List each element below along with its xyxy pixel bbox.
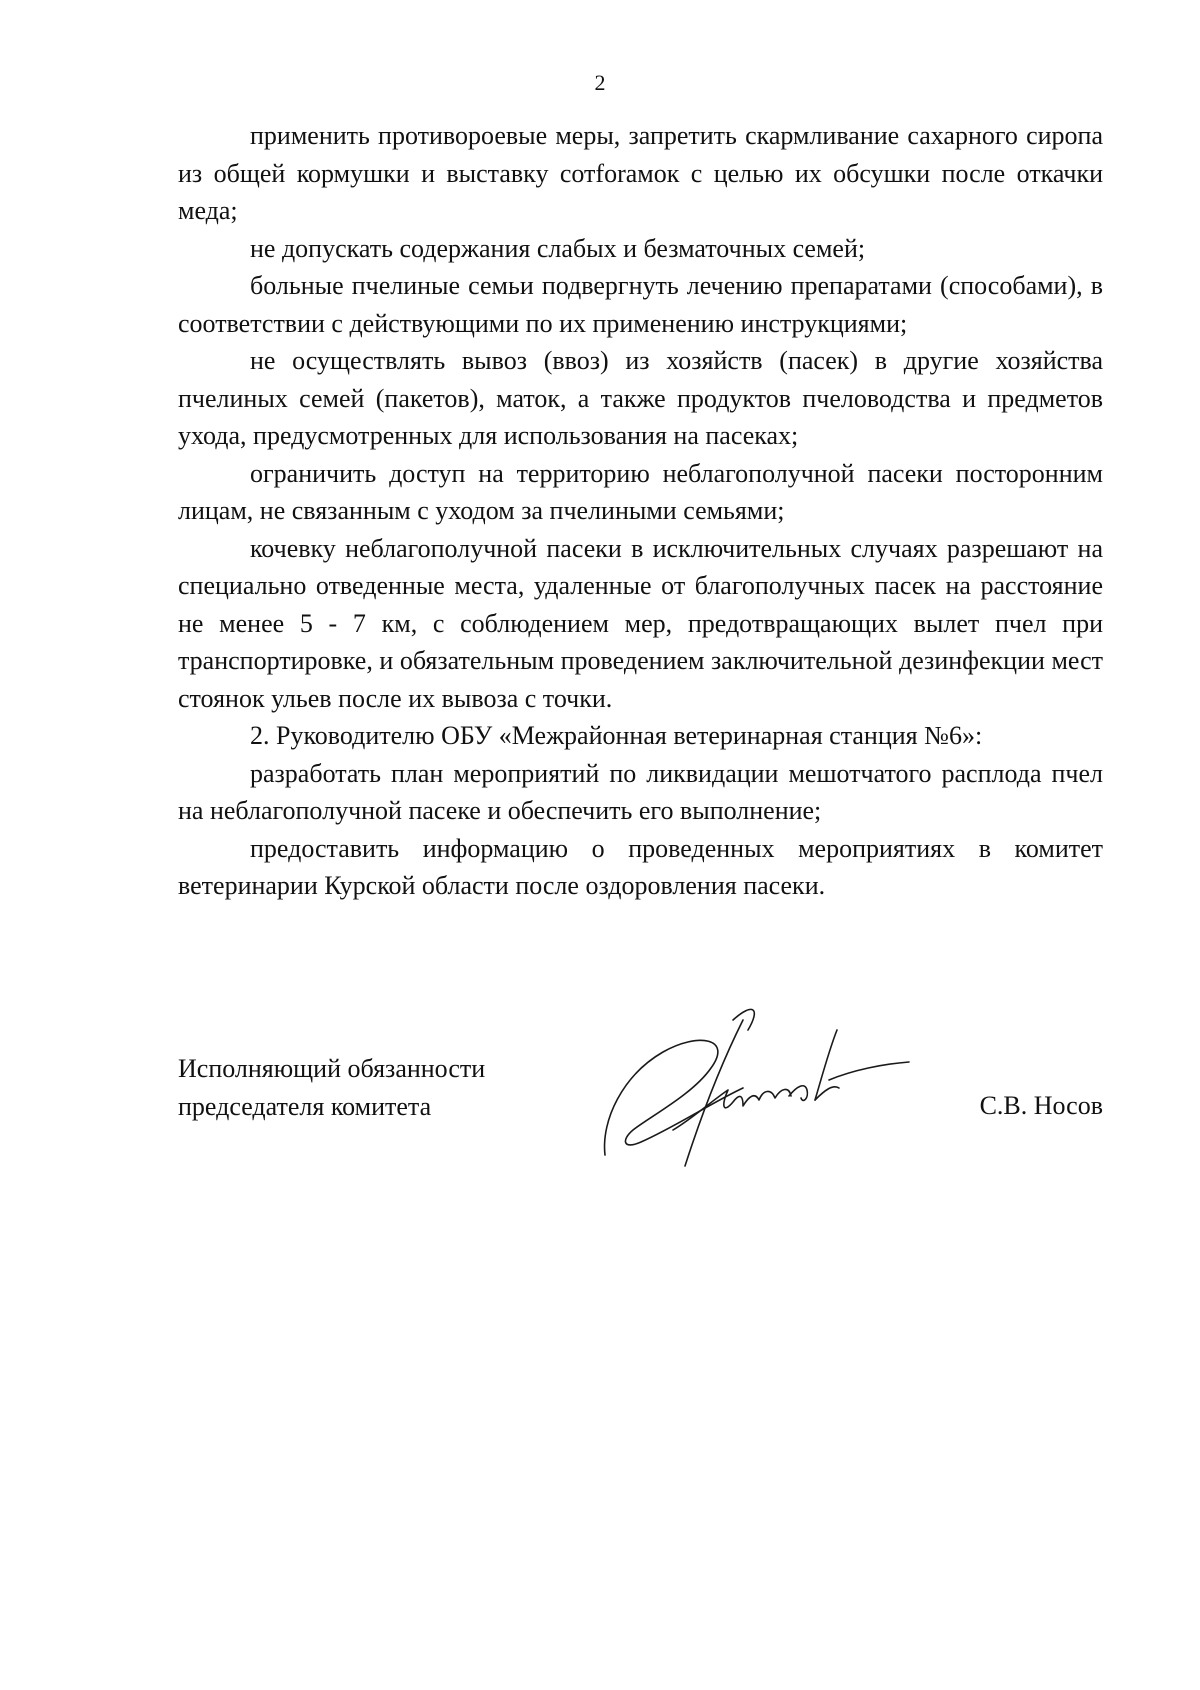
paragraph-4: не осуществлять вывоз (ввоз) из хозяйств (пасек) в другие хозяйства пчелиных семей (пакетов), маток, а также продуктов пчеловодства и предметов ухода, предусмотренных для использования на пасеках; [178, 346, 1103, 450]
document-body [178, 117, 1103, 905]
paragraph-9: предоставить информацию о проведенных мероприятиях в комитет ветеринарии Курской области после оздоровления пасеки. [178, 833, 1103, 900]
paragraph-2: не допускать содержания слабых и безматочных семей; [250, 233, 866, 263]
paragraph-3: больные пчелиные семьи подвергнуть лечению препаратами (способами), в соответствии с действующими по их применению инструкциями; [178, 271, 1103, 338]
signer-position [178, 1050, 598, 1125]
paragraph-5: ограничить доступ на территорию неблагополучной пасеки посторонним лицам, не связанным с уходом за пчелиными семьями; [178, 458, 1103, 525]
handwritten-signature [593, 990, 913, 1170]
signer-position-line-2: председателя комитета [178, 1091, 432, 1121]
signer-position-line-1: Исполняющий обязанности [178, 1054, 486, 1083]
paragraph-8: разработать план мероприятий по ликвидации мешотчатого расплода пчел на неблагополучной пасеке и обеспечить его выполнение; [178, 758, 1103, 825]
paragraph-1: применить противороевые меры, запретить скармливание сахарного сиропа из общей кормушки и выставку сотforамок с целью их обсушки после откачки меда; [178, 121, 1103, 225]
signature-block [178, 1050, 1103, 1160]
signer-name: С.В. Носов [979, 1091, 1103, 1120]
page-number: 2 [594, 70, 606, 95]
paragraph-6: кочевку неблагополучной пасеки в исключительных случаях разрешают на специально отведенные места, удаленные от благополучных пасек на расстояние не менее 5 - 7 км, с соблюдением мер, предотвращающих вылет пчел при транспортировке, и обязательным проведением заключительной дезинфекции мест стоянок ульев после их вывоза с точки. [178, 533, 1103, 713]
paragraph-7: 2. Руководителю ОБУ «Межрайонная ветеринарная станция №6»: [250, 721, 983, 750]
